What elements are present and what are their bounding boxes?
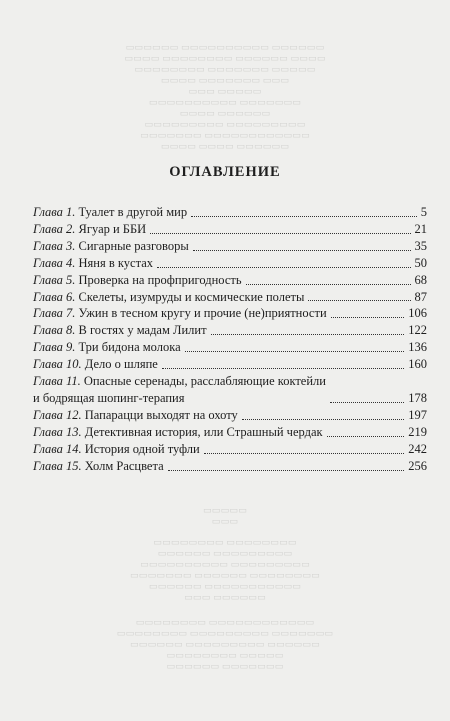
chapter-number: Глава 4. bbox=[33, 255, 76, 270]
chapter-number: Глава 9. bbox=[33, 340, 76, 355]
dot-leader bbox=[185, 351, 405, 352]
toc-entry-line bbox=[33, 408, 238, 422]
toc-entry-line bbox=[33, 239, 189, 253]
chapter-number: Глава 8. bbox=[33, 323, 76, 338]
toc-entry[interactable] bbox=[33, 272, 427, 289]
page-number: 136 bbox=[408, 340, 427, 355]
chapter-number: Глава 2. bbox=[33, 221, 76, 236]
chapter-title: История одной туфли bbox=[84, 441, 200, 456]
toc-entry-line bbox=[33, 373, 326, 390]
toc-entry[interactable] bbox=[33, 441, 427, 458]
toc-entry-label bbox=[33, 424, 323, 441]
page-number: 50 bbox=[414, 255, 427, 270]
dot-leader bbox=[327, 436, 405, 437]
page-number: 178 bbox=[408, 390, 427, 405]
chapter-number: Глава 5. bbox=[33, 272, 76, 287]
toc-entry[interactable] bbox=[33, 339, 427, 356]
chapter-title: Дело о шляпе bbox=[84, 357, 158, 372]
page-number: 256 bbox=[408, 458, 427, 473]
chapter-number: Глава 7. bbox=[33, 306, 76, 321]
page-number: 5 bbox=[420, 205, 427, 219]
toc-entry-line bbox=[33, 340, 181, 354]
chapter-title: Детективная история, или Страшный чердак bbox=[84, 424, 323, 439]
toc-entry-label bbox=[33, 305, 327, 322]
toc-entry-label bbox=[33, 441, 200, 458]
page-number: 21 bbox=[414, 221, 427, 236]
toc-entry-line bbox=[33, 357, 158, 371]
dot-leader bbox=[242, 419, 404, 420]
toc-entry[interactable] bbox=[33, 221, 427, 238]
dot-leader bbox=[162, 368, 404, 369]
chapter-number: Глава 3. bbox=[33, 238, 76, 253]
toc-entry-line bbox=[33, 442, 200, 456]
dot-leader bbox=[191, 216, 417, 217]
dot-leader bbox=[204, 453, 405, 454]
show-through-text-bottom: ▭▭▭▭▭ ▭▭▭ ▭▭▭▭▭▭▭▭ ▭▭▭▭▭▭▭▭ ▭▭▭▭▭▭ ▭▭▭▭▭▭▭▭▭ ▭▭▭▭▭▭▭▭▭▭ ▭▭▭▭▭▭▭▭▭ ▭▭▭▭▭▭▭ ▭▭▭▭▭▭ ▭▭▭▭▭▭▭▭ ▭▭▭▭▭▭ ▭▭▭▭▭▭▭▭▭▭▭ ▭▭▭ ▭▭▭▭▭▭ ▭▭▭▭▭▭▭▭ ▭▭▭▭▭▭▭▭▭▭▭▭ ▭▭▭▭▭▭▭▭ ▭▭▭▭▭▭▭▭▭ ▭▭▭▭▭▭▭ ▭▭▭▭▭▭ ▭▭▭▭▭▭▭▭▭ ▭▭▭▭▭▭ ▭▭▭▭▭▭▭▭ ▭▭▭▭▭ ▭▭▭▭▭▭ ▭▭▭▭▭▭▭ bbox=[116, 505, 334, 671]
chapter-number: Глава 1. bbox=[33, 205, 76, 219]
toc-entry[interactable] bbox=[33, 407, 427, 424]
chapter-title-continuation: и бодрящая шопинг-терапия bbox=[33, 390, 185, 405]
toc-entry-line bbox=[33, 205, 187, 219]
dot-leader bbox=[246, 284, 411, 285]
chapter-number: Глава 10. bbox=[33, 357, 82, 372]
show-through-text: ▭▭▭▭▭▭ ▭▭▭▭▭▭▭▭▭▭ ▭▭▭▭▭▭ ▭▭▭▭ ▭▭▭▭▭▭▭▭ ▭▭▭▭▭▭ ▭▭▭▭ ▭▭▭▭▭▭▭▭ ▭▭▭▭▭▭▭ ▭▭▭▭▭ ▭▭▭▭ ▭▭▭▭▭▭▭ ▭▭▭ ▭▭▭ ▭▭▭▭▭ ▭▭▭▭▭▭▭▭▭▭ ▭▭▭▭▭▭▭ ▭▭▭▭ ▭▭▭▭▭▭ ▭▭▭▭▭▭▭▭▭ ▭▭▭▭▭▭▭▭▭ ▭▭▭▭▭▭▭ ▭▭▭▭▭▭▭▭▭▭▭▭ ▭▭▭▭ ▭▭▭▭ ▭▭▭▭▭▭ bbox=[124, 42, 326, 151]
chapter-title: Скелеты, изумруды и космические полеты bbox=[78, 289, 305, 304]
page-number: 106 bbox=[408, 306, 427, 321]
chapter-number: Глава 13. bbox=[33, 424, 82, 439]
toc-entry-label bbox=[33, 458, 164, 475]
toc-entry-line bbox=[33, 273, 242, 287]
toc-entry-label bbox=[33, 339, 181, 356]
dot-leader bbox=[193, 250, 411, 251]
chapter-number: Глава 15. bbox=[33, 458, 82, 473]
toc-entry-label bbox=[33, 373, 326, 407]
chapter-number: Глава 11. bbox=[33, 374, 81, 389]
toc-entry[interactable] bbox=[33, 458, 427, 475]
chapter-title: Сигарные разговоры bbox=[78, 238, 189, 253]
dot-leader bbox=[157, 267, 411, 268]
toc-entry-label bbox=[33, 221, 146, 238]
chapter-title: Проверка на профпригодность bbox=[78, 272, 242, 287]
page-number: 160 bbox=[408, 357, 427, 372]
chapter-number: Глава 12. bbox=[33, 407, 82, 422]
toc-entry[interactable] bbox=[33, 204, 427, 221]
chapter-title: Папарацци выходят на охоту bbox=[84, 407, 238, 422]
toc-entry-line bbox=[33, 459, 164, 473]
toc-entry-line bbox=[33, 306, 327, 320]
toc-entry-label bbox=[33, 272, 242, 289]
table-of-contents bbox=[33, 204, 427, 475]
toc-entry-label bbox=[33, 238, 189, 255]
toc-entry[interactable] bbox=[33, 289, 427, 306]
toc-entry[interactable] bbox=[33, 356, 427, 373]
toc-entry[interactable] bbox=[33, 305, 427, 322]
toc-entry-label bbox=[33, 204, 187, 221]
page-number: 242 bbox=[408, 441, 427, 456]
chapter-title: Няня в кустах bbox=[78, 255, 153, 270]
chapter-title: Опасные серенады, расслабляющие коктейли bbox=[83, 374, 326, 389]
page-number: 219 bbox=[408, 424, 427, 439]
toc-entry[interactable] bbox=[33, 373, 427, 407]
page-number: 197 bbox=[408, 407, 427, 422]
toc-entry[interactable] bbox=[33, 424, 427, 441]
toc-entry[interactable] bbox=[33, 322, 427, 339]
toc-entry-label bbox=[33, 289, 304, 306]
chapter-title: В гостях у мадам Лилит bbox=[78, 323, 207, 338]
dot-leader bbox=[331, 317, 405, 318]
chapter-number: Глава 14. bbox=[33, 441, 82, 456]
page-number: 87 bbox=[414, 289, 427, 304]
toc-entry-line bbox=[33, 290, 304, 304]
dot-leader bbox=[168, 470, 405, 471]
toc-heading: ОГЛАВЛЕНИЕ bbox=[169, 164, 281, 180]
page-number: 122 bbox=[408, 323, 427, 338]
toc-entry-line bbox=[33, 256, 153, 270]
dot-leader bbox=[150, 233, 410, 234]
toc-entry[interactable] bbox=[33, 238, 427, 255]
toc-entry-label bbox=[33, 322, 207, 339]
toc-entry[interactable] bbox=[33, 255, 427, 272]
dot-leader bbox=[211, 334, 405, 335]
chapter-title: Три бидона молока bbox=[78, 340, 181, 355]
toc-entry-label bbox=[33, 356, 158, 373]
chapter-title: Туалет в другой мир bbox=[78, 205, 188, 219]
toc-entry-line bbox=[33, 323, 207, 337]
toc-entry-line bbox=[33, 222, 146, 236]
page-number: 68 bbox=[414, 272, 427, 287]
dot-leader bbox=[330, 402, 404, 403]
dot-leader bbox=[308, 300, 410, 301]
toc-entry-label bbox=[33, 407, 238, 424]
chapter-title: Ужин в тесном кругу и прочие (не)приятности bbox=[78, 306, 327, 321]
toc-entry-line bbox=[33, 425, 323, 439]
chapter-number: Глава 6. bbox=[33, 289, 76, 304]
chapter-title: Ягуар и ББИ bbox=[78, 221, 147, 236]
toc-entry-label bbox=[33, 255, 153, 272]
chapter-title: Холм Расцвета bbox=[84, 458, 164, 473]
page-number: 35 bbox=[414, 238, 427, 253]
